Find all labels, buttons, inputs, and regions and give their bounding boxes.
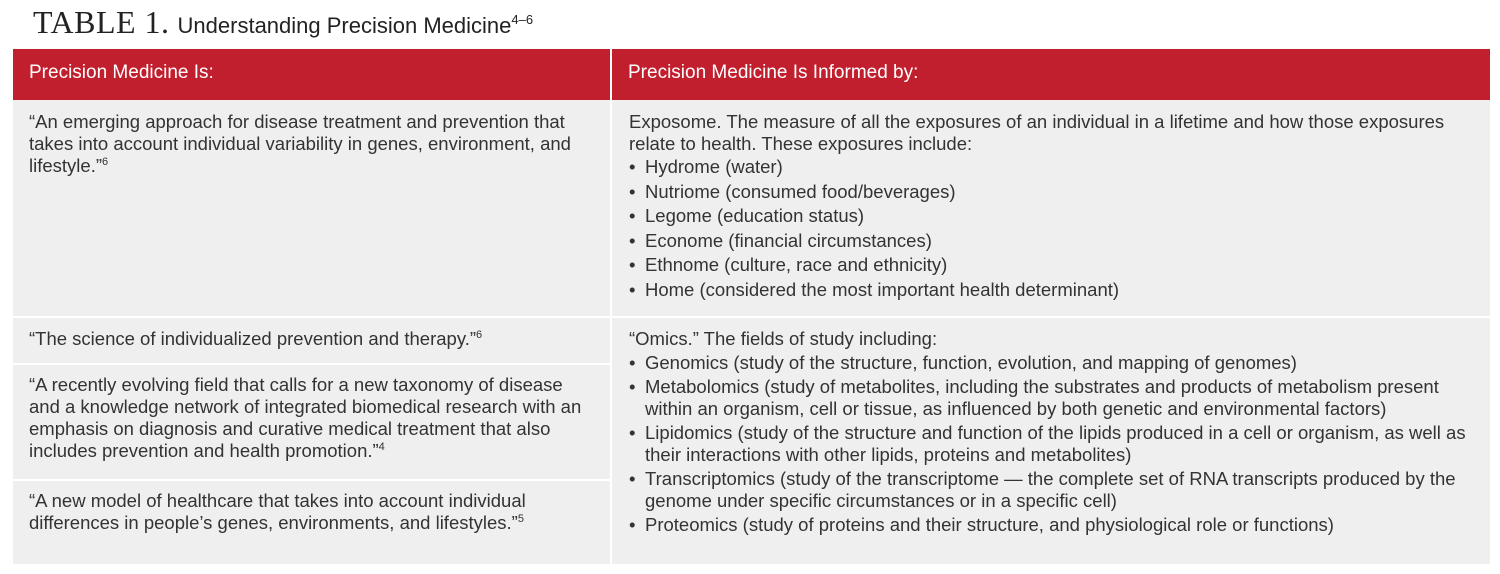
definition-cell	[29, 374, 597, 462]
list-item: • Legome (education status)	[629, 204, 1481, 229]
omics-intro: “Omics.” The fields of study including:	[629, 328, 938, 349]
definition-text: “A new model of healthcare that takes into account individual differences in people’s genes, environments, and lifestyles.”	[29, 490, 526, 533]
table-title-text: Understanding Precision Medicine	[177, 13, 512, 38]
list-item: • Hydrome (water)	[629, 155, 1481, 180]
definition-reference: 5	[517, 513, 524, 525]
list-item: • Nutriome (consumed food/beverages)	[629, 180, 1481, 205]
list-item: • Lipidomics (study of the structure and function of the lipids produced in a cell or organism, as well as their interactions with other lipids, proteins and metabolites)	[629, 422, 1481, 466]
header-label-informed-by: Precision Medicine Is Informed by:	[628, 62, 919, 83]
list-item: • Proteomics (study of proteins and their structure, and physiological role or functions)	[629, 514, 1481, 536]
omics-list	[629, 352, 1481, 536]
table-label: TABLE 1.	[33, 4, 170, 40]
header-label-is: Precision Medicine Is:	[29, 62, 214, 83]
exposome-intro: Exposome. The measure of all the exposures of an individual in a lifetime and how those exposures relate to health. These exposures include:	[629, 111, 1445, 154]
title-reference: 4–6	[511, 12, 534, 27]
header-cell-informed-by	[612, 49, 1490, 100]
list-item: • Genomics (study of the structure, function, evolution, and mapping of genomes)	[629, 352, 1481, 374]
definition-text: “An emerging approach for disease treatment and prevention that takes into account individual variability in genes, environment, and lifestyle.”	[29, 111, 571, 176]
definition-cell	[29, 111, 589, 177]
definition-reference: 6	[102, 156, 109, 168]
row-divider	[13, 316, 1490, 318]
list-item: • Home (considered the most important health determinant)	[629, 278, 1481, 303]
list-item: • Transcriptomics (study of the transcriptome — the complete set of RNA transcripts produced by the genome under specific circumstances or in a specific cell)	[629, 468, 1481, 512]
list-item: • Econome (financial circumstances)	[629, 229, 1481, 254]
definition-cell	[29, 490, 589, 534]
row-divider	[13, 479, 610, 481]
definition-text: “The science of individualized prevention and therapy.”	[29, 328, 476, 349]
definition-reference: 4	[378, 441, 385, 453]
header-cell-is	[13, 49, 610, 100]
column-divider	[610, 49, 612, 564]
list-item: • Ethnome (culture, race and ethnicity)	[629, 253, 1481, 278]
list-item: • Metabolomics (study of metabolites, including the substrates and products of metabolism present within an organism, cell or tissue, as influenced by both genetic and environmental factors)	[629, 376, 1481, 420]
exposome-cell	[629, 111, 1481, 303]
definition-cell	[29, 328, 589, 350]
definition-text: “A recently evolving field that calls for a new taxonomy of disease and a knowledge network of integrated biomedical research with an emphasis on diagnosis and curative medical treatment that also includes prevention and health promotion.”	[29, 374, 582, 461]
table-title	[33, 4, 533, 40]
definition-reference: 6	[476, 329, 483, 341]
precision-medicine-table	[13, 49, 1490, 564]
row-divider	[13, 363, 610, 365]
exposome-list	[629, 155, 1481, 303]
omics-cell	[629, 328, 1481, 538]
